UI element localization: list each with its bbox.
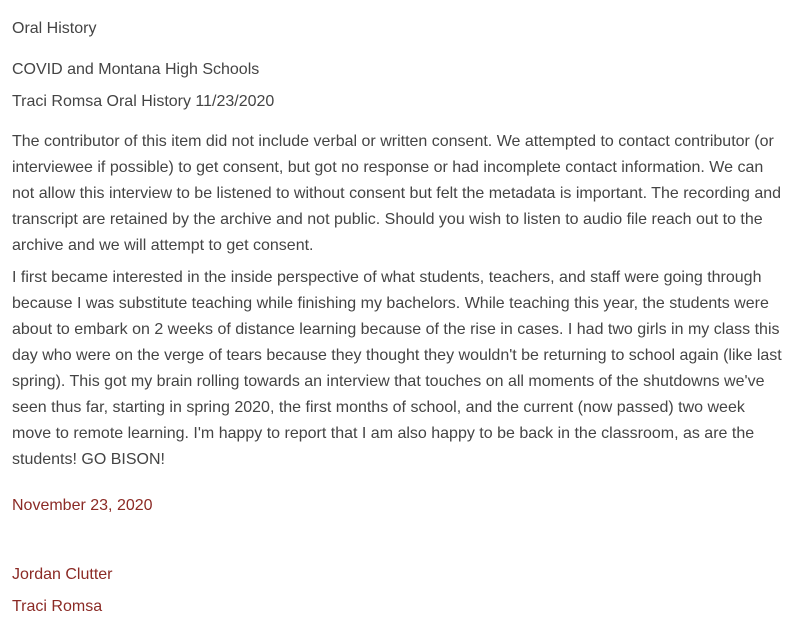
item-description: I first became interested in the inside perspective of what students, teachers, and staff were going through because I was substitute teaching while finishing my bachelors. While teaching this year, the students were about to embark on 2 weeks of distance learning because of the rise in cases. I had two girls in my class this day who were on the verge of tears because they thought they wouldn't be returning to school again (like last spring). This got my brain rolling towards an interview that touches on all moments of the shutdowns we've seen thus far, starting in spring 2020, the first months of school, and the current (now passed) two week move to remote learning. I'm happy to report that I am also happy to be back in the classroom, as are the students! GO BISON!: [12, 269, 782, 468]
collection-name: COVID and Montana High Schools: [12, 61, 260, 78]
consent-notice: The contributor of this item did not include verbal or written consent. We attempted to contact contributor (or interviewee if possible) to get consent, but got no response or had incomplete contact information. We can not allow this interview to be listened to without consent but felt the metadata is important. The recording and transcript are retained by the archive and not public. Should you wish to listen to audio file reach out to the archive and we will attempt to get consent.: [12, 133, 782, 254]
interviewer-link[interactable]: Jordan Clutter: [12, 566, 113, 583]
item-title: Traci Romsa Oral History 11/23/2020: [12, 93, 275, 110]
item-date: November 23, 2020: [12, 497, 153, 514]
item-type: Oral History: [12, 20, 97, 37]
interviewee-link[interactable]: Traci Romsa: [12, 598, 103, 615]
